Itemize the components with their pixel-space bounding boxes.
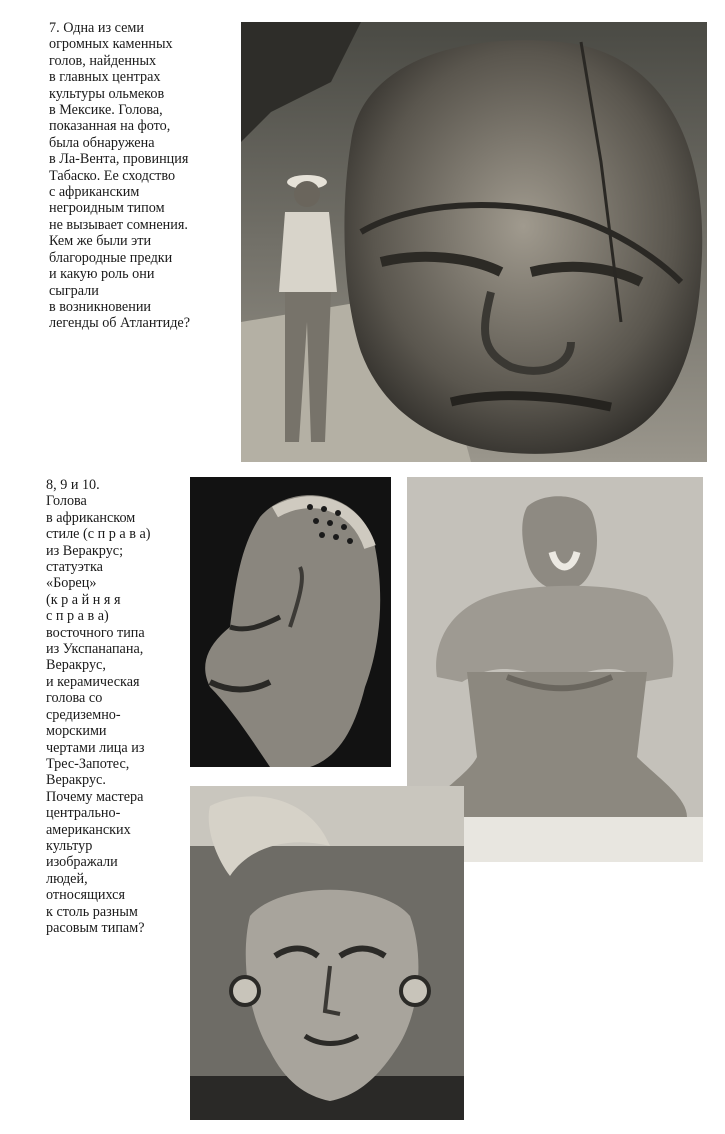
olmec-head-photo bbox=[241, 22, 707, 462]
ceramic-head-photo bbox=[190, 786, 464, 1120]
caption-figure-7: 7. Одна из семи огромных каменных голов, найденных в главных центрах культуры ольмеков в Мексике. Голова, показанная на фото, была обнаружена в Ла-Вента, провинция Табаско. Ее сходство с африканским негроидным типом не вызывает сомнения. Кем же были эти благородные предки и какую роль они сыграли в возникновении легенды об Атлантиде? bbox=[49, 20, 191, 332]
caption-figures-8-10: 8, 9 и 10. Голова в африканском стиле (с п р а в а) из Веракрус; статуэтка «Борец» (к р а й н я я с п р а в а) восточного типа из Укспанапана, Веракрус, и керамическая голова со средиземно- морскими чертами лица из Трес-Запотес, Веракрус. Почему мастера центрально- американских культур изображали людей, относящихся к столь разным расовым типам? bbox=[46, 477, 151, 936]
african-style-head-photo bbox=[190, 477, 391, 767]
